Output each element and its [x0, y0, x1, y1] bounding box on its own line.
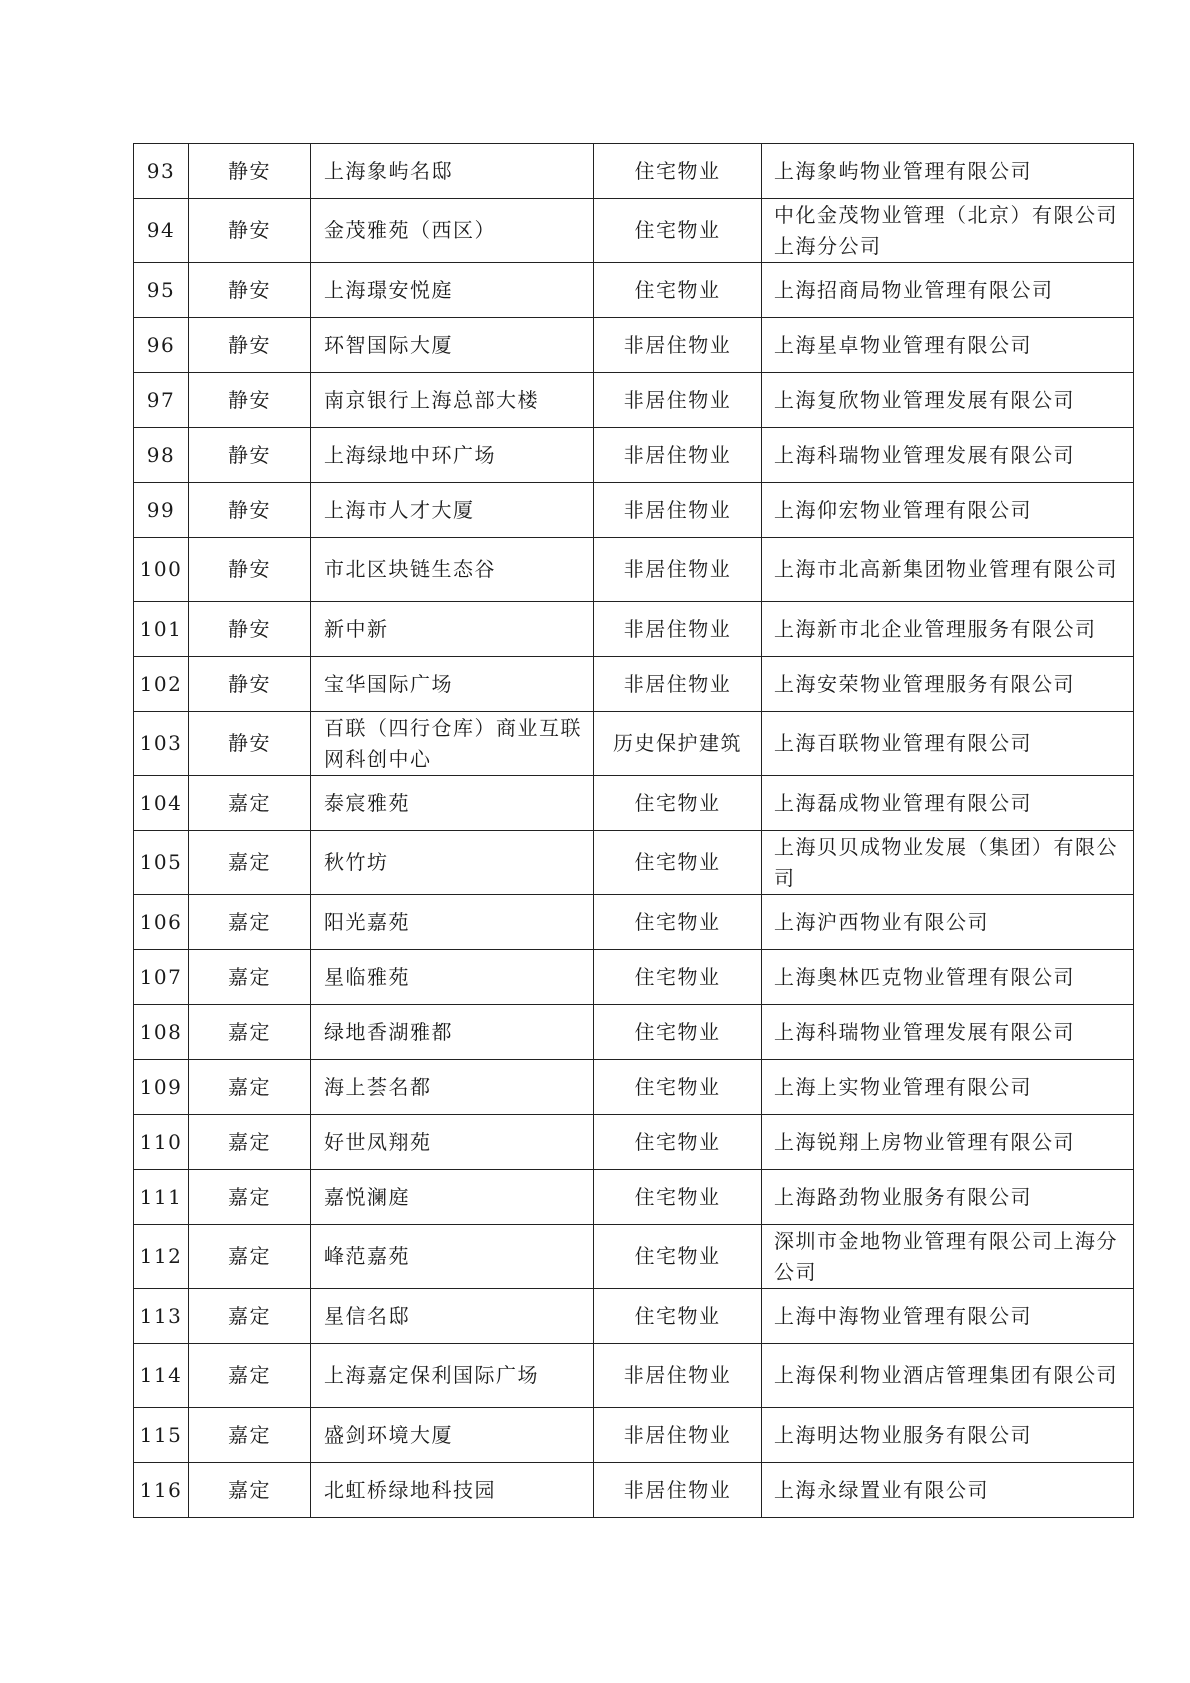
company-cell-text: 上海新市北企业管理服务有限公司 [774, 616, 1097, 641]
property-type-cell: 非居住物业 [594, 483, 762, 538]
district-cell: 静安 [189, 199, 311, 263]
property-type-cell: 住宅物业 [594, 1170, 762, 1225]
district-cell: 嘉定 [189, 895, 311, 950]
table-row [134, 1289, 1134, 1344]
property-name-cell-text: 好世凤翔苑 [324, 1129, 432, 1154]
company-cell [762, 263, 1134, 318]
property-name-cell-text: 绿地香湖雅都 [324, 1019, 453, 1044]
table-row [134, 1344, 1134, 1408]
company-cell [762, 831, 1134, 895]
company-cell [762, 1344, 1134, 1408]
table-row [134, 318, 1134, 373]
company-cell [762, 318, 1134, 373]
table-row [134, 373, 1134, 428]
company-cell-text: 上海科瑞物业管理发展有限公司 [774, 1019, 1075, 1044]
property-name-cell-text: 宝华国际广场 [324, 671, 453, 696]
table-row [134, 483, 1134, 538]
company-cell-text: 上海磊成物业管理有限公司 [774, 790, 1032, 815]
property-name-cell [311, 318, 594, 373]
district-cell: 嘉定 [189, 1060, 311, 1115]
district-cell: 静安 [189, 657, 311, 712]
row-number: 99 [134, 483, 189, 538]
row-number: 112 [134, 1225, 189, 1289]
property-name-cell [311, 831, 594, 895]
company-cell [762, 712, 1134, 776]
row-number: 109 [134, 1060, 189, 1115]
property-type-cell: 住宅物业 [594, 263, 762, 318]
property-type-cell: 非居住物业 [594, 318, 762, 373]
row-number: 115 [134, 1408, 189, 1463]
property-name-cell [311, 1115, 594, 1170]
district-cell: 嘉定 [189, 1344, 311, 1408]
property-name-cell [311, 1463, 594, 1518]
company-cell [762, 657, 1134, 712]
district-cell: 嘉定 [189, 1005, 311, 1060]
property-name-cell [311, 712, 594, 776]
company-cell-text: 上海保利物业酒店管理集团有限公司 [774, 1363, 1118, 1387]
property-type-cell: 住宅物业 [594, 199, 762, 263]
company-cell-text: 上海中海物业管理有限公司 [774, 1303, 1032, 1328]
table-row [134, 712, 1134, 776]
row-number: 106 [134, 895, 189, 950]
company-cell [762, 373, 1134, 428]
property-name-cell [311, 428, 594, 483]
district-cell: 静安 [189, 263, 311, 318]
property-type-cell: 非居住物业 [594, 1408, 762, 1463]
property-name-cell-text: 星信名邸 [324, 1303, 410, 1328]
property-name-cell [311, 538, 594, 602]
property-name-cell [311, 373, 594, 428]
property-name-cell [311, 199, 594, 263]
row-number: 105 [134, 831, 189, 895]
district-cell: 静安 [189, 538, 311, 602]
company-cell-text: 上海复欣物业管理发展有限公司 [774, 387, 1075, 412]
table-row [134, 1115, 1134, 1170]
property-type-cell: 住宅物业 [594, 950, 762, 1005]
property-list-body [134, 144, 1134, 1518]
district-cell: 嘉定 [189, 1289, 311, 1344]
row-number: 98 [134, 428, 189, 483]
property-name-cell-text: 泰宸雅苑 [324, 790, 410, 815]
table-row [134, 776, 1134, 831]
district-cell: 静安 [189, 318, 311, 373]
property-type-cell: 住宅物业 [594, 831, 762, 895]
table-row [134, 895, 1134, 950]
property-type-cell: 非居住物业 [594, 602, 762, 657]
property-type-cell: 历史保护建筑 [594, 712, 762, 776]
company-cell [762, 1005, 1134, 1060]
district-cell: 嘉定 [189, 1225, 311, 1289]
company-cell [762, 950, 1134, 1005]
district-cell: 嘉定 [189, 776, 311, 831]
property-name-cell-text: 星临雅苑 [324, 964, 410, 989]
company-cell-text: 上海永绿置业有限公司 [774, 1477, 989, 1502]
row-number: 108 [134, 1005, 189, 1060]
district-cell: 嘉定 [189, 1170, 311, 1225]
property-name-cell-text: 盛剑环境大厦 [324, 1422, 453, 1447]
table-row [134, 1408, 1134, 1463]
property-type-cell: 住宅物业 [594, 895, 762, 950]
property-type-cell: 非居住物业 [594, 1463, 762, 1518]
property-type-cell: 住宅物业 [594, 1289, 762, 1344]
company-cell-text: 上海百联物业管理有限公司 [774, 731, 1032, 755]
table-row [134, 1005, 1134, 1060]
property-name-cell-text: 上海璟安悦庭 [324, 277, 453, 302]
property-name-cell-text: 峰范嘉苑 [324, 1244, 410, 1268]
property-name-cell [311, 1005, 594, 1060]
property-type-cell: 住宅物业 [594, 1225, 762, 1289]
property-type-cell: 非居住物业 [594, 428, 762, 483]
company-cell-text: 上海象屿物业管理有限公司 [774, 158, 1032, 183]
company-cell-text: 上海沪西物业有限公司 [774, 909, 989, 934]
district-cell: 静安 [189, 373, 311, 428]
table-row [134, 144, 1134, 199]
company-cell [762, 1170, 1134, 1225]
property-name-cell [311, 144, 594, 199]
district-cell: 静安 [189, 144, 311, 199]
property-name-cell-text: 北虹桥绿地科技园 [324, 1477, 496, 1502]
property-name-cell [311, 1170, 594, 1225]
table-row [134, 1060, 1134, 1115]
property-name-cell [311, 657, 594, 712]
property-name-cell-text: 南京银行上海总部大楼 [324, 387, 539, 412]
row-number: 113 [134, 1289, 189, 1344]
property-name-cell-text: 海上荟名都 [324, 1074, 432, 1099]
property-type-cell: 非居住物业 [594, 657, 762, 712]
district-cell: 嘉定 [189, 1115, 311, 1170]
property-name-cell [311, 602, 594, 657]
company-cell-text: 上海明达物业服务有限公司 [774, 1422, 1032, 1447]
company-cell [762, 1060, 1134, 1115]
property-type-cell: 住宅物业 [594, 776, 762, 831]
property-name-cell [311, 1225, 594, 1289]
company-cell [762, 1463, 1134, 1518]
row-number: 116 [134, 1463, 189, 1518]
district-cell: 嘉定 [189, 1463, 311, 1518]
row-number: 101 [134, 602, 189, 657]
row-number: 111 [134, 1170, 189, 1225]
property-name-cell-text: 上海象屿名邸 [324, 158, 453, 183]
table-row [134, 428, 1134, 483]
table-row [134, 831, 1134, 895]
property-name-cell-text: 新中新 [324, 616, 389, 641]
company-cell [762, 895, 1134, 950]
property-type-cell: 非居住物业 [594, 538, 762, 602]
district-cell: 静安 [189, 428, 311, 483]
property-name-cell [311, 950, 594, 1005]
district-cell: 嘉定 [189, 950, 311, 1005]
district-cell: 嘉定 [189, 1408, 311, 1463]
company-cell [762, 538, 1134, 602]
table-row [134, 1225, 1134, 1289]
property-name-cell [311, 1344, 594, 1408]
row-number: 104 [134, 776, 189, 831]
company-cell-text: 上海仰宏物业管理有限公司 [774, 497, 1032, 522]
company-cell [762, 1115, 1134, 1170]
row-number: 100 [134, 538, 189, 602]
company-cell-text: 上海路劲物业服务有限公司 [774, 1184, 1032, 1209]
table-row [134, 1463, 1134, 1518]
property-name-cell-text: 上海绿地中环广场 [324, 442, 496, 467]
table-row [134, 538, 1134, 602]
property-name-cell-text: 阳光嘉苑 [324, 909, 410, 934]
property-name-cell-text: 市北区块链生态谷 [324, 557, 496, 581]
property-type-cell: 非居住物业 [594, 373, 762, 428]
table-row [134, 199, 1134, 263]
company-cell [762, 483, 1134, 538]
property-name-cell [311, 1408, 594, 1463]
property-name-cell-text: 金茂雅苑（西区） [324, 218, 496, 242]
property-name-cell [311, 1289, 594, 1344]
company-cell-text: 深圳市金地物业管理有限公司上海分公司 [774, 1228, 1118, 1284]
company-cell [762, 199, 1134, 263]
company-cell [762, 602, 1134, 657]
district-cell: 嘉定 [189, 831, 311, 895]
row-number: 103 [134, 712, 189, 776]
company-cell-text: 上海市北高新集团物业管理有限公司 [774, 557, 1118, 581]
property-name-cell [311, 483, 594, 538]
row-number: 110 [134, 1115, 189, 1170]
table-row [134, 1170, 1134, 1225]
property-name-cell-text: 环智国际大厦 [324, 332, 453, 357]
company-cell [762, 1225, 1134, 1289]
company-cell-text: 中化金茂物业管理（北京）有限公司上海分公司 [774, 202, 1118, 258]
property-name-cell [311, 895, 594, 950]
property-type-cell: 非居住物业 [594, 1344, 762, 1408]
property-name-cell-text: 嘉悦澜庭 [324, 1184, 410, 1209]
table-row [134, 657, 1134, 712]
company-cell [762, 144, 1134, 199]
table-row [134, 950, 1134, 1005]
district-cell: 静安 [189, 602, 311, 657]
property-name-cell [311, 263, 594, 318]
district-cell: 静安 [189, 483, 311, 538]
property-name-cell-text: 上海市人才大厦 [324, 497, 475, 522]
row-number: 93 [134, 144, 189, 199]
company-cell-text: 上海锐翔上房物业管理有限公司 [774, 1129, 1075, 1154]
property-name-cell-text: 上海嘉定保利国际广场 [324, 1363, 539, 1387]
property-name-cell [311, 776, 594, 831]
row-number: 94 [134, 199, 189, 263]
property-name-cell-text: 秋竹坊 [324, 850, 389, 874]
company-cell-text: 上海星卓物业管理有限公司 [774, 332, 1032, 357]
company-cell [762, 1408, 1134, 1463]
property-type-cell: 住宅物业 [594, 1005, 762, 1060]
property-list-table [133, 143, 1134, 1518]
property-name-cell [311, 1060, 594, 1115]
property-type-cell: 住宅物业 [594, 1060, 762, 1115]
row-number: 102 [134, 657, 189, 712]
row-number: 95 [134, 263, 189, 318]
table-row [134, 263, 1134, 318]
row-number: 107 [134, 950, 189, 1005]
property-name-cell-text: 百联（四行仓库）商业互联网科创中心 [324, 715, 582, 771]
property-type-cell: 住宅物业 [594, 144, 762, 199]
company-cell [762, 428, 1134, 483]
district-cell: 静安 [189, 712, 311, 776]
company-cell-text: 上海招商局物业管理有限公司 [774, 277, 1054, 302]
company-cell [762, 1289, 1134, 1344]
company-cell-text: 上海贝贝成物业发展（集团）有限公司 [774, 834, 1118, 890]
row-number: 114 [134, 1344, 189, 1408]
company-cell-text: 上海安荣物业管理服务有限公司 [774, 671, 1075, 696]
company-cell-text: 上海奥林匹克物业管理有限公司 [774, 964, 1075, 989]
company-cell-text: 上海上实物业管理有限公司 [774, 1074, 1032, 1099]
row-number: 97 [134, 373, 189, 428]
row-number: 96 [134, 318, 189, 373]
table-row [134, 602, 1134, 657]
company-cell-text: 上海科瑞物业管理发展有限公司 [774, 442, 1075, 467]
property-type-cell: 住宅物业 [594, 1115, 762, 1170]
company-cell [762, 776, 1134, 831]
